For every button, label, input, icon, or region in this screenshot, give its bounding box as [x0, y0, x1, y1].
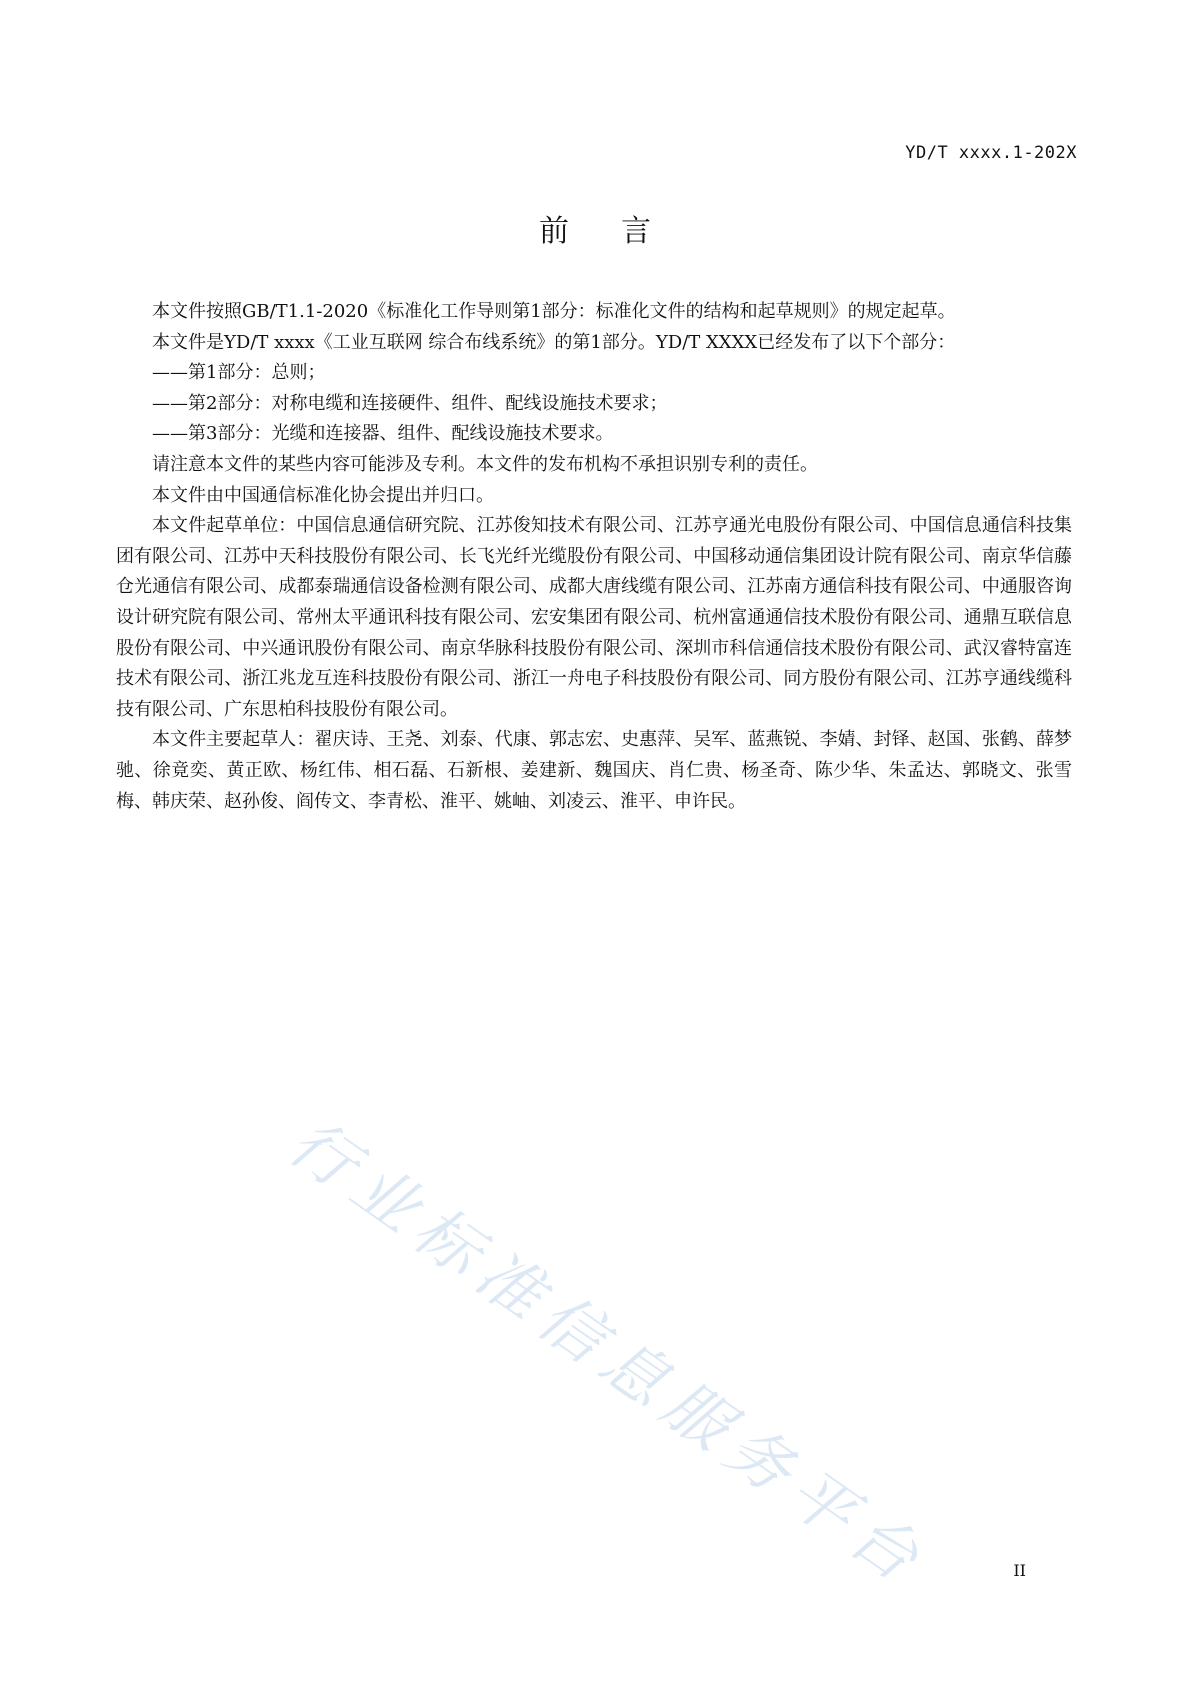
paragraph-patent-notice: 请注意本文件的某些内容可能涉及专利。本文件的发布机构不承担识别专利的责任。 — [152, 453, 818, 475]
paragraph-drafters: 本文件主要起草人：翟庆诗、王尧、刘泰、代康、郭志宏、史惠萍、吴军、蓝燕锐、李婧、封铎、赵国、张鹤、薛梦驰、徐竟奕、黄正欧、杨红伟、相石磊、石新根、姜建新、魏国庆、肖仁贵、杨圣奇、陈少华、朱孟达、郭晓文、张雪梅、韩庆荣、赵孙俊、阎传文、李青松、淮平、姚岫、刘凌云、淮平、申许民。 — [116, 729, 1072, 812]
paragraph-drafting-units: 本文件起草单位：中国信息通信研究院、江苏俊知技术有限公司、江苏亨通光电股份有限公司、中国信息通信科技集团有限公司、江苏中天科技股份有限公司、长飞光纤光缆股份有限公司、中国移动通信集团设计院有限公司、南京华信藤仓光通信有限公司、成都泰瑞通信设备检测有限公司、成都大唐线缆有限公司、江苏南方通信科技有限公司、中通服咨询设计研究院有限公司、常州太平通讯科技有限公司、宏安集团有限公司、杭州富通通信技术股份有限公司、通鼎互联信息股份有限公司、中兴通讯股份有限公司、南京华脉科技股份有限公司、深圳市科信通信技术股份有限公司、武汉睿特富连技术有限公司、浙江兆龙互连科技股份有限公司、浙江一舟电子科技股份有限公司、同方股份有限公司、江苏亨通线缆科技有限公司、广东思柏科技股份有限公司。 — [116, 515, 1072, 720]
paragraph-proposer: 本文件由中国通信标准化协会提出并归口。 — [152, 484, 494, 506]
list-item-part-1: ——第1部分：总则； — [152, 362, 326, 384]
page-number: II — [1013, 1561, 1026, 1580]
watermark: 行业标准信息服务平台 — [275, 1105, 941, 1603]
document-code: YD/T xxxx.1-202X — [905, 143, 1077, 163]
list-item-part-3: ——第3部分：光缆和连接器、组件、配线设施技术要求。 — [152, 423, 614, 445]
paragraph-drafting-rules: 本文件按照GB/T1.1-2020《标准化工作导则第1部分：标准化文件的结构和起草规则》的规定起草。 — [152, 301, 956, 322]
list-item-part-2: ——第2部分：对称电缆和连接硬件、组件、配线设施技术要求； — [152, 392, 668, 414]
paragraph-series-intro: 本文件是YD/T xxxx《工业互联网 综合布线系统》的第1部分。YD/T XXXX已经发布了以下个部分： — [152, 331, 956, 353]
foreword-body — [116, 297, 1072, 817]
page-title: 前言 — [539, 214, 703, 250]
